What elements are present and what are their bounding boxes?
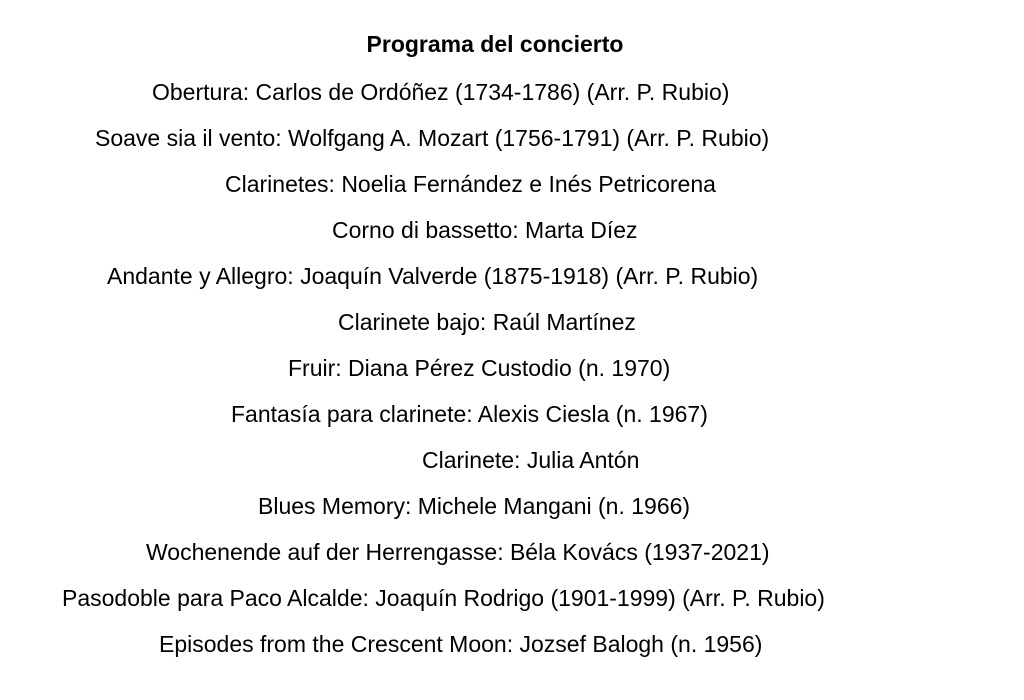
program-line-text: Fruir: Diana Pérez Custodio (n. 1970): [288, 355, 671, 381]
program-line-wochenende: [0, 538, 1024, 584]
program-line-fruir: [0, 354, 1024, 400]
program-line-clarinet: [0, 446, 1024, 492]
program-line-text: Clarinetes: Noelia Fernández e Inés Petricorena: [225, 171, 716, 197]
program-line-text: Corno di bassetto: Marta Díez: [332, 217, 638, 243]
program-title: Programa del concierto: [366, 31, 624, 57]
program-line-text: Obertura: Carlos de Ordóñez (1734-1786) (Arr. P. Rubio): [152, 79, 730, 105]
program-line-clarinets: [0, 170, 1024, 216]
program-line-text: Clarinete: Julia Antón: [422, 447, 640, 473]
program-line-andante: [0, 262, 1024, 308]
program-line-soave: [0, 124, 1024, 170]
title-spacer: [0, 58, 1024, 78]
program-line-blues-memory: [0, 492, 1024, 538]
concert-program: [0, 30, 1024, 676]
program-line-text: Blues Memory: Michele Mangani (n. 1966): [258, 493, 691, 519]
program-line-text: Andante y Allegro: Joaquín Valverde (1875-1918) (Arr. P. Rubio): [107, 263, 759, 289]
program-line-text: Soave sia il vento: Wolfgang A. Mozart (1756-1791) (Arr. P. Rubio): [95, 125, 770, 151]
program-line-pasodoble: [0, 584, 1024, 630]
program-line-episodes: [0, 630, 1024, 676]
program-line-text: Fantasía para clarinete: Alexis Ciesla (n. 1967): [231, 401, 708, 427]
program-line-overture: [0, 78, 1024, 124]
program-line-text: Clarinete bajo: Raúl Martínez: [338, 309, 636, 335]
program-line-basset-horn: [0, 216, 1024, 262]
program-line-fantasia: [0, 400, 1024, 446]
program-line-text: Wochenende auf der Herrengasse: Béla Kovács (1937-2021): [146, 539, 770, 565]
program-line-bass-clarinet: [0, 308, 1024, 354]
program-line-text: Pasodoble para Paco Alcalde: Joaquín Rodrigo (1901-1999) (Arr. P. Rubio): [62, 585, 825, 611]
program-line-text: Episodes from the Crescent Moon: Jozsef Balogh (n. 1956): [159, 631, 763, 657]
